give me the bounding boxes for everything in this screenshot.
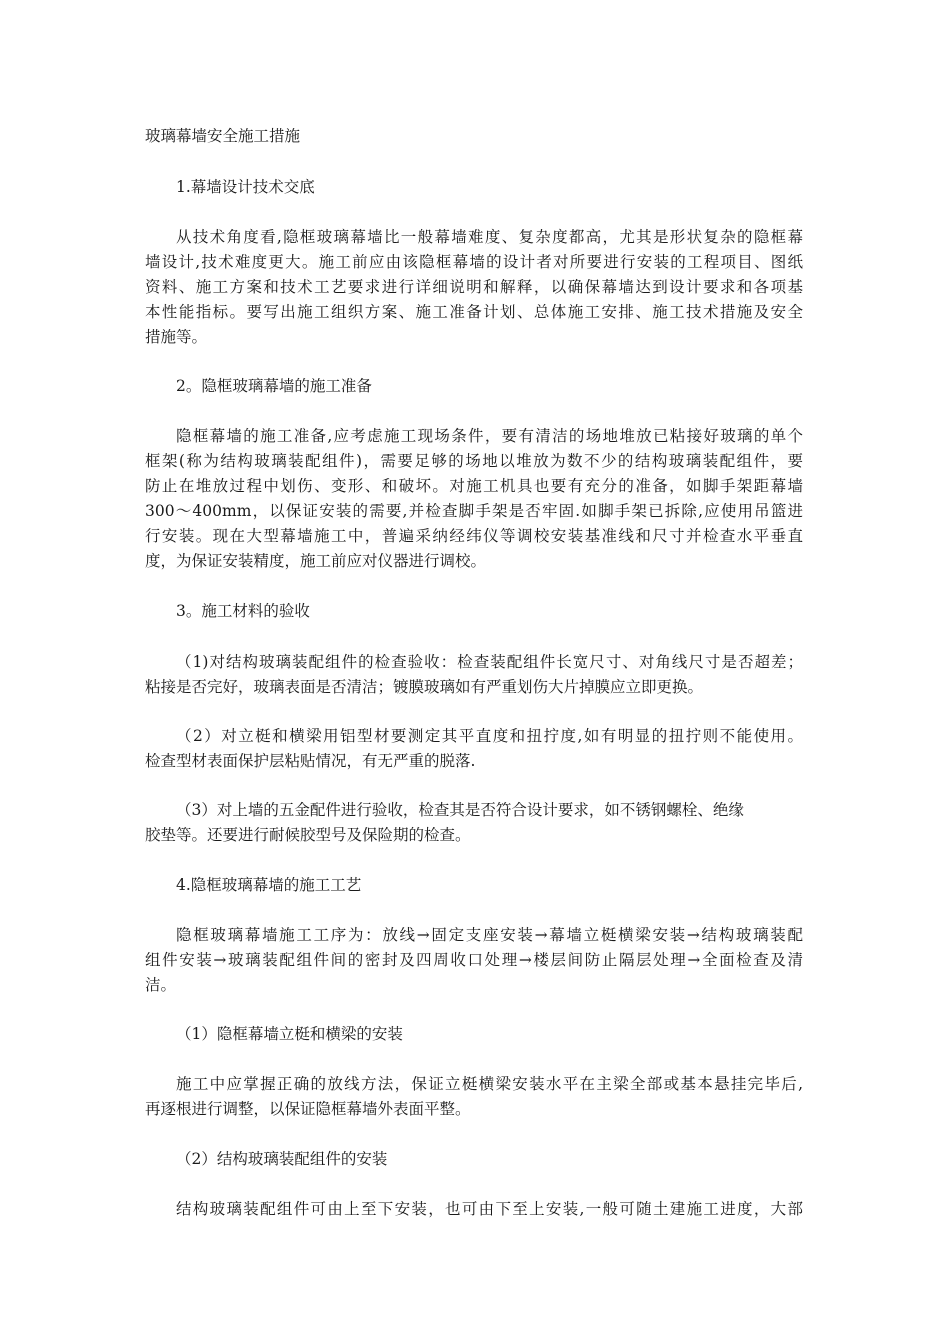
section-2-line: 300～400mm，以保证安装的需要,并检查脚手架是否牢固.如脚手架已拆除,应使用吊篮进 [145, 502, 803, 520]
section-2-line: 行安装。现在大型幕墙施工中，普遍采纳经纬仪等调校安装基准线和尺寸并检查水平垂直 [145, 527, 803, 545]
section-2-line: 防止在堆放过程中划伤、变形、和破坏。对施工机具也要有充分的准备，如脚手架距幕墙 [145, 477, 803, 495]
section-4-line: 隐框玻璃幕墙施工工序为：放线→固定支座安装→幕墙立梃横梁安装→结构玻璃装配 [176, 926, 803, 944]
subsection-1-line: 再逐根进行调整，以保证隐框幕墙外表面平整。 [145, 1100, 471, 1118]
subsection-1-line: 施工中应掌握正确的放线方法，保证立梃横梁安装水平在主梁全部或基本悬挂完毕后, [176, 1075, 803, 1093]
section-1-line: 措施等。 [145, 328, 208, 346]
doc-title: 玻璃幕墙安全施工措施 [145, 127, 301, 145]
section-2-heading: 2。隐框玻璃幕墙的施工准备 [176, 377, 372, 395]
section-4-line: 组件安装→玻璃装配组件间的密封及四周收口处理→楼层间防止隔层处理→全面检查及清 [145, 951, 803, 969]
section-2-line: 框架(称为结构玻璃装配组件)，需要足够的场地以堆放为数不少的结构玻璃装配组件，要 [145, 452, 803, 470]
section-3-item-2-line: （2）对立梃和横梁用铝型材要测定其平直度和扭拧度,如有明显的扭拧则不能使用。 [176, 727, 803, 745]
section-1-line: 从技术角度看,隐框玻璃幕墙比一般幕墙难度、复杂度都高，尤其是形状复杂的隐框幕 [176, 228, 803, 246]
subsection-2-line: 结构玻璃装配组件可由上至下安装，也可由下至上安装,一般可随土建施工进度，大部 [176, 1200, 803, 1218]
section-3-item-1-line: （1)对结构玻璃装配组件的检查验收：检查装配组件长宽尺寸、对角线尺寸是否超差； [176, 653, 803, 671]
subsection-1-heading: （1）隐框幕墙立梃和横梁的安装 [176, 1025, 403, 1043]
section-4-line: 洁。 [145, 976, 177, 994]
section-3-item-3-line: 胶垫等。还要进行耐候胶型号及保险期的检查。 [145, 826, 471, 844]
section-1-line: 资料、施工方案和技术工艺要求进行详细说明和解释，以确保幕墙达到设计要求和各项基 [145, 278, 803, 296]
section-1-line: 墙设计,技术难度更大。施工前应由该隐框幕墙的设计者对所要进行安装的工程项目、图纸 [145, 253, 803, 271]
section-1-heading: 1.幕墙设计技术交底 [176, 178, 315, 196]
section-3-heading: 3。施工材料的验收 [176, 602, 310, 620]
section-3-item-2-line: 检查型材表面保护层粘贴情况，有无严重的脱落. [145, 752, 476, 770]
section-2-line: 度，为保证安装精度，施工前应对仪器进行调校。 [145, 552, 487, 570]
subsection-2-heading: （2）结构玻璃装配组件的安装 [176, 1150, 388, 1168]
section-3-item-1-line: 粘接是否完好，玻璃表面是否清洁；镀膜玻璃如有严重划伤大片掉膜应立即更换。 [145, 678, 704, 696]
section-1-line: 本性能指标。要写出施工组织方案、施工准备计划、总体施工安排、施工技术措施及安全 [145, 303, 803, 321]
section-3-item-3-line: （3）对上墙的五金配件进行验收，检查其是否符合设计要求，如不锈钢螺栓、绝缘 [176, 801, 744, 819]
section-4-heading: 4.隐框玻璃幕墙的施工工艺 [176, 876, 362, 894]
section-2-line: 隐框幕墙的施工准备,应考虑施工现场条件，要有清洁的场地堆放已粘接好玻璃的单个 [176, 427, 803, 445]
